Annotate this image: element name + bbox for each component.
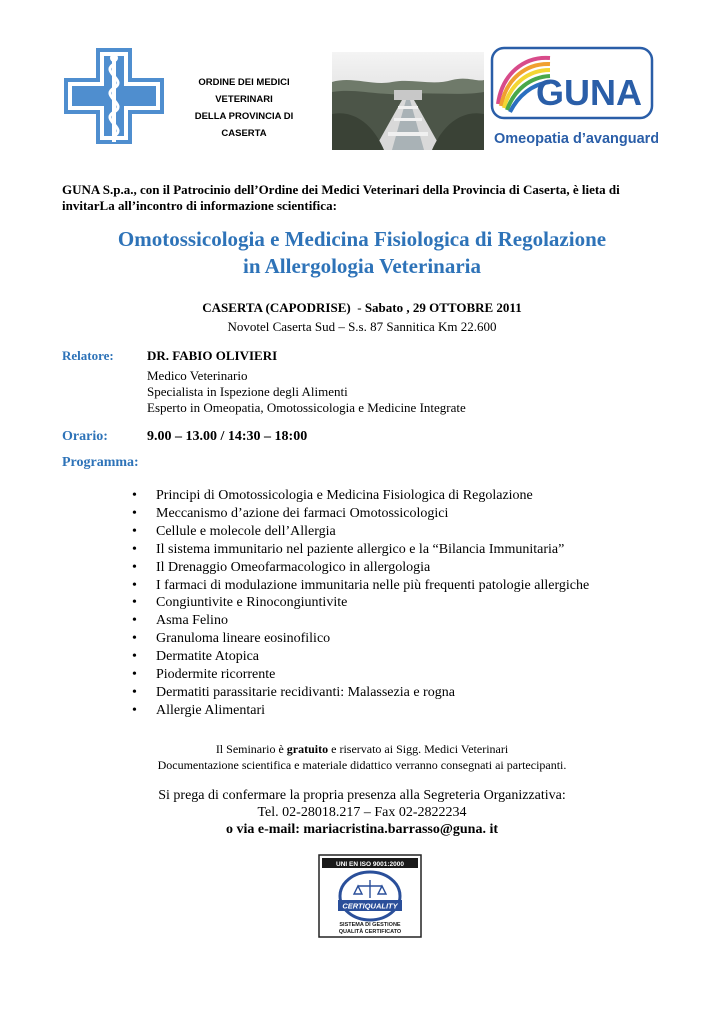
title-line: in Allergologia Veterinaria [243, 254, 481, 278]
org-line: ORDINE DEI MEDICI [198, 77, 290, 88]
contact-line: Si prega di confermare la propria presenza alla Segreteria Organizzativa: [158, 788, 566, 803]
org-line: DELLA PROVINCIA DI [194, 111, 294, 122]
cert-line: SISTEMA DI GESTIONE [339, 922, 401, 928]
seminario-text: Il Seminario è [215, 742, 287, 756]
guna-tagline: Omeopatia d’avanguardia [494, 131, 658, 147]
relatore-label: Relatore: [62, 348, 114, 363]
list-item: • I farmaci di modulazione immunitaria nelle più frequenti patologie allergiche [132, 577, 589, 595]
org-line: VETERINARI [215, 94, 273, 105]
programma-list [132, 487, 589, 720]
guna-logo-graphic [488, 44, 658, 154]
list-item: • Allergie Alimentari [132, 702, 589, 720]
seminario-line: Documentazione scientifica e materiale didattico verranno consegnati ai partecipanti. [157, 758, 567, 772]
relatore-info [147, 348, 466, 416]
cert-line: QUALITÀ CERTIFICATO [338, 929, 402, 935]
certiquality-badge [318, 854, 422, 938]
org-line: CASERTA [221, 128, 267, 139]
programma-label: Programma: [62, 455, 139, 470]
event-date-line [62, 298, 662, 317]
list-item: • Dermatiti parassitarie recidivanti: Malassezia e rogna [132, 684, 589, 702]
event-date-separator: - [350, 300, 365, 315]
relatore-role: Medico Veterinario [147, 368, 248, 383]
seminario-text: e riservato ai Sigg. Medici Veterinari [328, 742, 509, 756]
contact-phone: Tel. 02-28018.217 – Fax 02-2822234 [257, 805, 467, 820]
event-info [62, 298, 662, 336]
relatore-role: Specialista in Ispezione degli Alimenti [147, 384, 348, 399]
page-title [62, 226, 662, 280]
list-item: • Piodermite ricorrente [132, 666, 589, 684]
list-item: • Il Drenaggio Omeofarmacologico in allergologia [132, 559, 589, 577]
event-address: Novotel Caserta Sud – S.s. 87 Sannitica Km 22.600 [227, 319, 497, 334]
list-item: • Congiuntivite e Rinocongiuntivite [132, 594, 589, 612]
organization-header [178, 74, 310, 142]
seminario-note [62, 741, 662, 773]
event-place: CASERTA (CAPODRISE) [202, 300, 351, 315]
title-line: Omotossicologia e Medicina Fisiologica di Regolazione [117, 227, 607, 251]
caduceus-cross-icon [60, 44, 168, 148]
relatore-role: Esperto in Omeopatia, Omotossicologia e Medicine Integrate [147, 400, 466, 415]
orario-label: Orario: [62, 429, 108, 444]
guna-logo [488, 44, 658, 154]
list-item: • Cellule e molecole dell’Allergia [132, 523, 589, 541]
list-item: • Asma Felino [132, 612, 589, 630]
orario-value: 9.00 – 13.00 / 14:30 – 18:00 [147, 429, 308, 444]
cert-brand: CERTIQUALITY [342, 901, 398, 911]
list-item: • Dermatite Atopica [132, 648, 589, 666]
relatore-name: DR. FABIO OLIVIERI [147, 348, 278, 363]
list-item: • Principi di Omotossicologia e Medicina Fisiologica di Regolazione [132, 487, 589, 505]
guna-logo-text: GUNA [536, 72, 642, 113]
cert-standard: UNI EN ISO 9001:2000 [336, 861, 404, 868]
palace-garden-photo [332, 52, 484, 150]
seminario-line [62, 741, 662, 757]
seminario-gratuito: gratuito [286, 742, 329, 756]
contact-info [62, 787, 662, 838]
contact-email: o via e-mail: mariacristina.barrasso@guna. it [226, 822, 498, 837]
list-item: • Il sistema immunitario nel paziente allergico e la “Bilancia Immunitaria” [132, 541, 589, 559]
list-item: • Granuloma lineare eosinofilico [132, 630, 589, 648]
intro-paragraph: GUNA S.p.a., con il Patrocinio dell’Ordine dei Medici Veterinari della Provincia di Caserta, è lieta di invitarLa all’incontro di informazione scientifica: [62, 182, 620, 213]
list-item: • Meccanismo d’azione dei farmaci Omotossicologici [132, 505, 589, 523]
event-date: Sabato , 29 OTTOBRE 2011 [364, 300, 522, 315]
